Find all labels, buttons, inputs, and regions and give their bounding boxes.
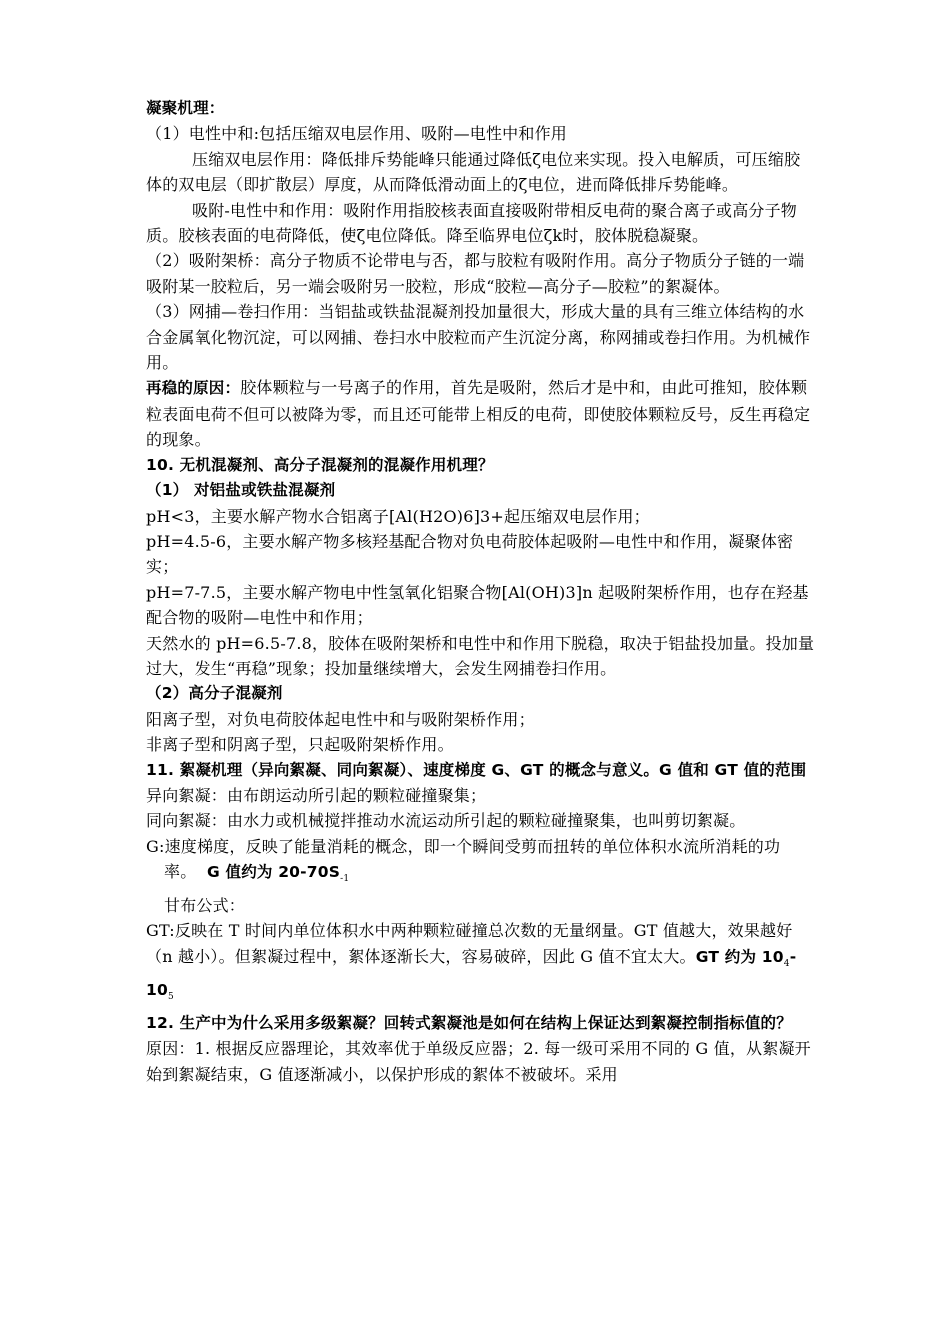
gt-exponent-low: 4 <box>783 958 790 969</box>
question-12-heading: 12. 生产中为什么采用多级絮凝？回转式絮凝池是如何在结构上保证达到絮凝控制指标值的？ <box>146 1013 792 1032</box>
question-12-answer-1: 原因：1. 根据反应器理论，其效率优于单级反应器；2. 每一级可采用不同的 G 值，从絮凝开始到絮凝结束，G 值逐渐减小，以保护形成的絮体不被破坏。采用 <box>146 1039 811 1084</box>
question-10-polymer-answer-1: 阳离子型，对负电荷胶体起电性中和与吸附架桥作用； <box>146 709 535 729</box>
question-10-polymer-answer-2: 非离子型和阴离子型，只起吸附架桥作用。 <box>146 735 454 755</box>
paragraph-sweep-flocculation: （3）网捕—卷扫作用：当铝盐或铁盐混凝剂投加量很大，形成大量的具有三维立体结构的水合金属氧化物沉淀，可以网捕、卷扫水中胶粒而产生沉淀分离，称网捕或卷扫作用。为机械作用。 <box>146 302 811 373</box>
gt-exponent-high: 5 <box>167 992 174 1003</box>
gt-value-range: GT 约为 10 <box>695 947 784 966</box>
g-value-unit-exponent: -1 <box>340 874 350 885</box>
question-11-answer-1: 异向絮凝：由布朗运动所引起的颗粒碰撞聚集； <box>146 785 487 805</box>
gt-value-range-mid: -10 <box>146 947 797 1000</box>
question-10-answer-3: pH=7-7.5，主要水解产物电中性氢氧化铝聚合物[Al(OH)3]n 起吸附架桥作用，也存在羟基配合物的吸附—电性中和作用； <box>146 582 809 628</box>
question-10-subheading-2: （2）高分子混凝剂 <box>146 684 283 703</box>
question-10-answer-1: pH<3，主要水解产物水合铝离子[Al(H2O)6]3+起压缩双电层作用； <box>146 506 650 526</box>
question-11-answer-5 <box>146 918 816 1011</box>
question-11-answer-4: 甘布公式： <box>164 895 246 915</box>
paragraph-adsorption-neutralization: 吸附-电性中和作用：吸附作用指胶核表面直接吸附带相反电荷的聚合离子或高分子物质。胶核表面的电荷降低，使ζ电位降低。降至临界电位ζk时，胶体脱稳凝聚。 <box>146 200 798 246</box>
g-value-range: G 值约为 20-70S <box>206 863 341 882</box>
document-page <box>146 96 816 1087</box>
question-11-answer-3 <box>146 834 816 893</box>
restabilization-text: 胶体颗粒与一号离子的作用，首先是吸附，然后才是中和，由此可推知，胶体颗粒表面电荷不但可以被降为零，而且还可能带上相反的电荷，即使胶体颗粒反号，反生再稳定的现象。 <box>146 378 811 450</box>
restabilization-label: 再稳的原因： <box>146 379 241 398</box>
question-10-answer-2: pH=4.5-6，主要水解产物多核羟基配合物对负电荷胶体起吸附—电性中和作用，凝聚体密实； <box>146 531 794 577</box>
paragraph-adsorption-bridging: （2）吸附架桥：高分子物质不论带电与否，都与胶粒有吸附作用。高分子物质分子链的一端吸附某一胶粒后，另一端会吸附另一胶粒，形成“胶粒—高分子—胶粒”的絮凝体。 <box>146 251 805 296</box>
question-10-answer-4: 天然水的 pH=6.5-7.8，胶体在吸附架桥和电性中和作用下脱稳，取决于铝盐投加量。投加量过大，发生“再稳”现象；投加量继续增大，会发生网捕卷扫作用。 <box>146 633 815 678</box>
question-10-heading: 10. 无机混凝剂、高分子混凝剂的混凝作用机理？ <box>146 455 494 474</box>
gt-text: GT:反映在 T 时间内单位体积水中两种颗粒碰撞总次数的无量纲量。GT 值越大，效果越好（n 越小）。但絮凝过程中，絮体逐渐长大，容易破碎，因此 G 值不宜太大。 <box>146 921 793 966</box>
paragraph-restabilization <box>146 375 816 452</box>
question-11-answer-2: 同向絮凝：由水力或机械搅拌推动水流运动所引起的颗粒碰撞聚集，也叫剪切絮凝。 <box>146 811 746 831</box>
section-heading-coagulation-mechanism: 凝聚机理： <box>146 99 225 117</box>
velocity-gradient-text: G:速度梯度，反映了能量消耗的概念，即一个瞬间受剪而扭转的单位体积水流所消耗的功率。 <box>146 836 781 882</box>
paragraph-double-layer-compression: 压缩双电层作用：降低排斥势能峰只能通过降低ζ电位来实现。投入电解质，可压缩胶体的双电层（即扩散层）厚度，从而降低滑动面上的ζ电位，进而降低排斥势能峰。 <box>146 149 801 195</box>
question-11-heading: 11. 絮凝机理（异向絮凝、同向絮凝）、速度梯度 G、GT 的概念与意义。G 值和 GT 值的范围 <box>146 760 807 779</box>
question-10-subheading-1: （1） 对铝盐或铁盐混凝剂 <box>146 481 336 500</box>
paragraph-charge-neutralization: （1）电性中和:包括压缩双电层作用、吸附—电性中和作用 <box>146 124 567 144</box>
